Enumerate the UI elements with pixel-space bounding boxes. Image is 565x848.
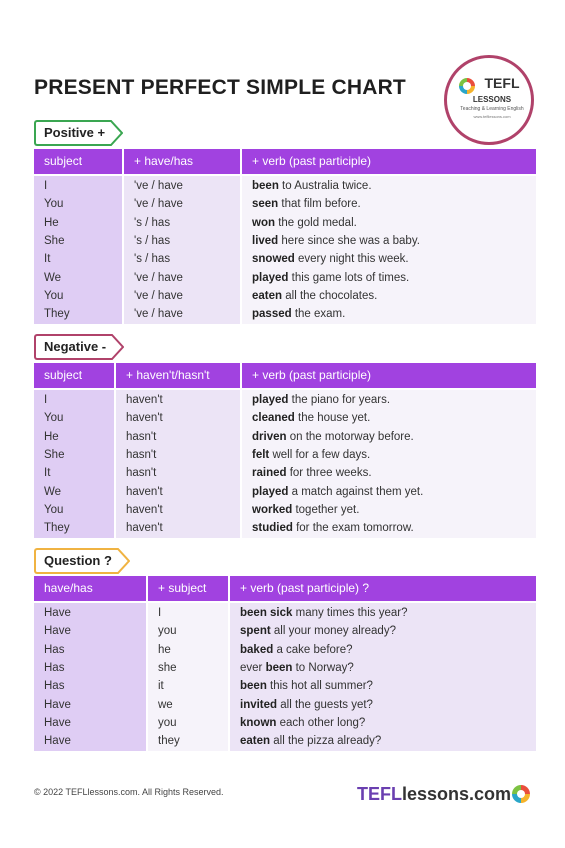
sentence-rest: a cake before? xyxy=(273,643,353,656)
auxiliary-cell: 've / have xyxy=(134,271,183,284)
verb-cell xyxy=(252,305,345,323)
table-row xyxy=(34,232,536,250)
subject-cell: He xyxy=(44,216,59,229)
table-row xyxy=(34,483,536,501)
subject-cell: they xyxy=(158,735,180,748)
subject-cell: They xyxy=(44,522,70,535)
table-row xyxy=(34,641,536,659)
header-divider xyxy=(240,363,242,388)
verb-cell xyxy=(252,214,357,232)
header-divider xyxy=(240,149,242,174)
verb-cell xyxy=(252,409,370,427)
table-row xyxy=(34,732,536,750)
question-section-tag xyxy=(34,548,130,574)
auxiliary-cell: Has xyxy=(44,643,65,656)
subject-cell: we xyxy=(158,698,173,711)
past-participle: baked xyxy=(240,643,274,656)
subject-cell: They xyxy=(44,308,70,321)
verb-cell xyxy=(252,195,361,213)
auxiliary-cell: Have xyxy=(44,716,71,729)
tefl-logo-badge xyxy=(444,55,534,145)
verb-cell xyxy=(252,391,390,409)
past-participle: eaten xyxy=(240,735,271,748)
auxiliary-cell: hasn't xyxy=(126,448,157,461)
table-row xyxy=(34,214,536,232)
question-table xyxy=(34,576,536,751)
tag-arrow-icon xyxy=(110,334,124,360)
verb-cell xyxy=(252,519,414,537)
table-row xyxy=(34,250,536,268)
subject-cell: I xyxy=(158,607,162,619)
sentence-rest: all the pizza already? xyxy=(270,735,382,748)
auxiliary-cell: 's / has xyxy=(134,216,171,229)
verb-cell xyxy=(252,464,372,482)
auxiliary-cell: haven't xyxy=(126,394,163,406)
subject-cell: We xyxy=(44,271,62,284)
footer-brand-rest: lessons.com xyxy=(402,784,512,804)
past-participle: invited xyxy=(240,698,278,711)
auxiliary-cell: hasn't xyxy=(126,430,157,443)
auxiliary-cell: haven't xyxy=(126,485,163,498)
auxiliary-cell: 's / has xyxy=(134,234,171,247)
auxiliary-cell: Has xyxy=(44,680,65,693)
column-header: + verb (past participle) xyxy=(252,154,372,168)
past-participle: lived xyxy=(252,234,279,247)
past-participle: felt xyxy=(252,448,270,461)
subject-cell: It xyxy=(44,253,51,266)
table-row xyxy=(34,519,536,537)
table-row xyxy=(34,659,536,677)
sentence-rest: here since she was a baby. xyxy=(278,234,420,247)
table-row xyxy=(34,287,536,305)
past-participle: cleaned xyxy=(252,412,295,425)
table-row xyxy=(34,677,536,695)
sentence-rest: for the exam tomorrow. xyxy=(292,522,414,535)
tag-arrow-icon xyxy=(109,120,123,146)
header-divider xyxy=(228,576,230,601)
verb-cell xyxy=(252,177,372,195)
verb-cell xyxy=(240,604,407,622)
sentence-rest: that film before. xyxy=(278,198,361,211)
tag-arrow-icon xyxy=(116,548,130,574)
auxiliary-cell: 've / have xyxy=(134,180,183,192)
sentence-rest: for three weeks. xyxy=(286,467,372,480)
negative-section-tag xyxy=(34,334,124,360)
past-participle: been xyxy=(252,180,279,192)
subject-cell: She xyxy=(44,234,65,247)
past-participle: worked xyxy=(252,503,293,516)
table-header xyxy=(34,363,536,388)
sentence-rest: every night this week. xyxy=(294,253,409,266)
table-row xyxy=(34,391,536,409)
table-row xyxy=(34,428,536,446)
past-participle: been xyxy=(240,680,267,693)
logo-brand: TEFL xyxy=(484,75,520,91)
negative-tag-label: Negative - xyxy=(34,334,110,360)
subject-cell: he xyxy=(158,643,171,656)
past-participle: spent xyxy=(240,625,271,638)
sentence-rest: each other long? xyxy=(276,716,366,729)
table-row xyxy=(34,305,536,323)
table-row xyxy=(34,446,536,464)
table-row xyxy=(34,604,536,622)
column-header: subject xyxy=(44,154,83,168)
sentence-pre: ever xyxy=(240,661,266,674)
auxiliary-cell: haven't xyxy=(126,503,163,516)
auxiliary-cell: 've / have xyxy=(134,289,183,302)
table-header xyxy=(34,576,536,601)
auxiliary-cell: 've / have xyxy=(134,198,183,211)
logo-url: www.tefllessons.com xyxy=(473,114,511,119)
past-participle: seen xyxy=(252,198,279,211)
positive-table xyxy=(34,149,536,324)
page-title: PRESENT PERFECT SIMPLE CHART xyxy=(34,76,406,99)
column-header: have/has xyxy=(44,581,93,595)
table-row xyxy=(34,714,536,732)
footer-brand-bold: TEFL xyxy=(357,784,402,804)
sentence-rest: all the chocolates. xyxy=(282,289,378,302)
subject-cell: He xyxy=(44,430,59,443)
subject-cell: We xyxy=(44,485,62,498)
sentence-rest: the gold medal. xyxy=(275,216,357,229)
verb-cell xyxy=(252,287,377,305)
sentence-rest: this hot all summer? xyxy=(266,680,373,693)
verb-cell xyxy=(252,250,409,268)
subject-cell: I xyxy=(44,180,48,192)
sentence-rest: the piano for years. xyxy=(288,394,391,406)
column-header: + verb (past participle) ? xyxy=(240,581,370,595)
auxiliary-cell: 've / have xyxy=(134,308,183,321)
verb-cell xyxy=(240,659,354,677)
auxiliary-cell: 's / has xyxy=(134,253,171,266)
table-header xyxy=(34,149,536,174)
footer-brand xyxy=(357,784,511,805)
sentence-rest: to Australia twice. xyxy=(278,180,372,192)
past-participle: known xyxy=(240,716,277,729)
column-header: + verb (past participle) xyxy=(252,368,372,382)
sentence-rest: many times this year? xyxy=(292,607,408,619)
verb-cell xyxy=(252,232,420,250)
past-participle: eaten xyxy=(252,289,283,302)
verb-cell xyxy=(252,501,359,519)
table-row xyxy=(34,269,536,287)
column-header: + haven't/hasn't xyxy=(126,368,210,382)
question-tag-label: Question ? xyxy=(34,548,116,574)
past-participle: snowed xyxy=(252,253,295,266)
verb-cell xyxy=(252,428,414,446)
auxiliary-cell: hasn't xyxy=(126,467,157,480)
table-row xyxy=(34,195,536,213)
past-participle: driven xyxy=(252,430,287,443)
table-row xyxy=(34,501,536,519)
verb-cell xyxy=(240,641,353,659)
globe-icon xyxy=(512,785,530,803)
sentence-rest: all your money already? xyxy=(270,625,396,638)
sentence-rest: the exam. xyxy=(291,308,346,321)
subject-cell: she xyxy=(158,661,177,674)
sentence-rest: on the motorway before. xyxy=(286,430,414,443)
subject-cell: I xyxy=(44,394,48,406)
subject-cell: You xyxy=(44,198,64,211)
column-header: subject xyxy=(44,368,83,382)
auxiliary-cell: Have xyxy=(44,698,71,711)
sentence-rest: the house yet. xyxy=(294,412,371,425)
sentence-rest: well for a few days. xyxy=(269,448,371,461)
sentence-rest: to Norway? xyxy=(292,661,354,674)
auxiliary-cell: haven't xyxy=(126,412,163,425)
table-row xyxy=(34,696,536,714)
past-participle: won xyxy=(252,216,275,229)
subject-cell: You xyxy=(44,503,64,516)
sentence-rest: all the guests yet? xyxy=(277,698,373,711)
logo-tagline: Teaching & Learning English xyxy=(460,106,524,112)
subject-cell: you xyxy=(158,716,177,729)
header-divider xyxy=(114,363,116,388)
verb-cell xyxy=(240,732,381,750)
header-divider xyxy=(122,149,124,174)
verb-cell xyxy=(240,714,365,732)
sentence-rest: a match against them yet. xyxy=(288,485,424,498)
positive-tag-label: Positive + xyxy=(34,120,109,146)
verb-cell xyxy=(252,269,409,287)
auxiliary-cell: haven't xyxy=(126,522,163,535)
past-participle: played xyxy=(252,485,289,498)
negative-table xyxy=(34,363,536,538)
past-participle: rained xyxy=(252,467,287,480)
subject-cell: You xyxy=(44,412,64,425)
past-participle: been sick xyxy=(240,607,293,619)
past-participle: played xyxy=(252,271,289,284)
subject-cell: You xyxy=(44,289,64,302)
auxiliary-cell: Have xyxy=(44,735,71,748)
verb-cell xyxy=(252,446,370,464)
copyright-text: © 2022 TEFLlessons.com. All Rights Reserved. xyxy=(34,787,224,797)
past-participle: studied xyxy=(252,522,293,535)
table-row xyxy=(34,464,536,482)
auxiliary-cell: Has xyxy=(44,661,65,674)
auxiliary-cell: Have xyxy=(44,607,71,619)
subject-cell: it xyxy=(158,680,164,693)
column-header: + have/has xyxy=(134,154,194,168)
subject-cell: It xyxy=(44,467,51,480)
past-participle: been xyxy=(265,661,293,674)
positive-section-tag xyxy=(34,120,123,146)
header-divider xyxy=(146,576,148,601)
verb-cell xyxy=(240,677,373,695)
verb-cell xyxy=(240,696,373,714)
subject-cell: She xyxy=(44,448,65,461)
verb-cell xyxy=(240,622,396,640)
logo-sub: LESSONS xyxy=(472,95,512,104)
subject-cell: you xyxy=(158,625,177,638)
sentence-rest: together yet. xyxy=(292,503,360,516)
auxiliary-cell: Have xyxy=(44,625,71,638)
past-participle: played xyxy=(252,394,289,406)
verb-cell xyxy=(252,483,423,501)
column-header: + subject xyxy=(158,581,207,595)
table-row xyxy=(34,622,536,640)
sentence-rest: this game lots of times. xyxy=(288,271,410,284)
table-row xyxy=(34,409,536,427)
table-row xyxy=(34,177,536,195)
past-participle: passed xyxy=(252,308,292,321)
